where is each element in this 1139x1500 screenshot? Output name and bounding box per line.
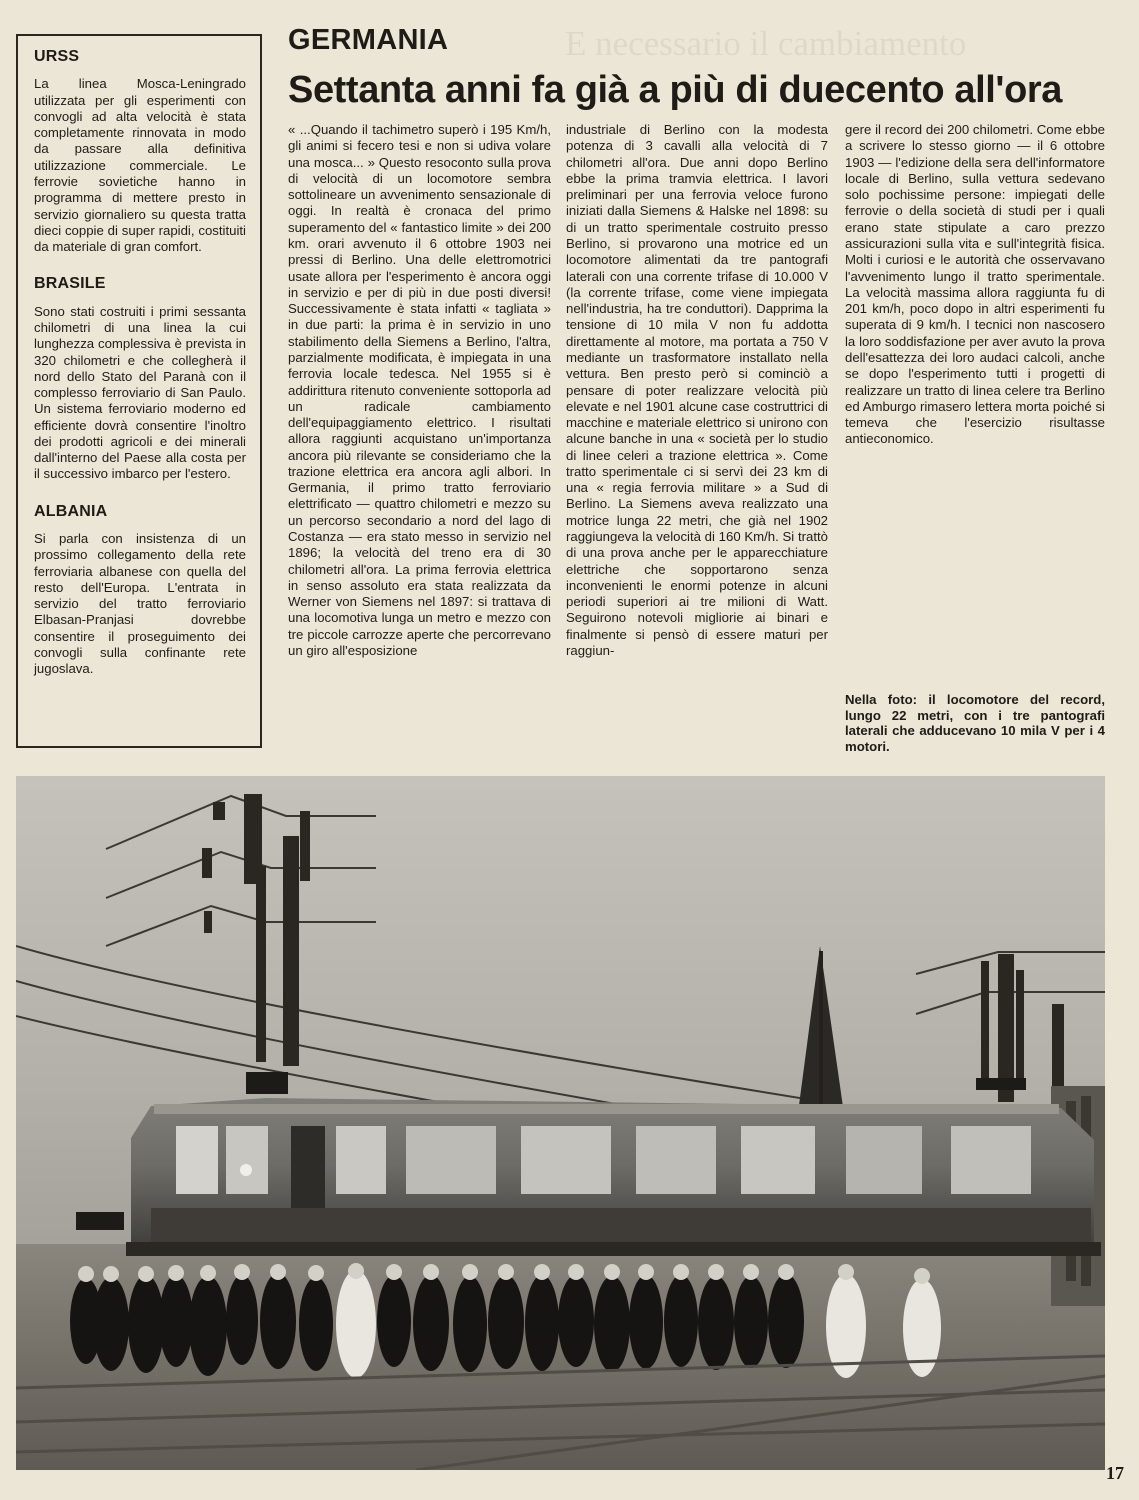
sidebar-section-brasile [34,275,246,482]
page-number: 17 [1106,1463,1124,1483]
sidebar-text-brasile: Sono stati costruiti i primi sessanta chilometri di una linea la cui lunghezza complessiva è prevista in 320 chilometri e che collegherà il nord dello Stato del Paranà con il complesso ferroviario di San Paulo. Un sistema ferroviario moderno ed efficiente dovrà consentire l'inoltro dei prodotti agricoli e dei minerali dall'interno del Paese alla costa per il successivo imbarco per l'estero. [34,303,246,482]
article-column-1-text: « ...Quando il tachimetro superò i 195 Km/h, gli animi si fecero tesi e non si udiva volare una mosca... » Questo resoconto sulla prova di velocità di un locomotore sembra sottolineare un avvenimento sensazionale di oggi. In realtà è cronaca del primo superamento del « fantastico limite » dei 200 km. orari avvenuto il 6 ottobre 1903 nei pressi di Berlino. Una delle elettromotrici usate allora per l'esperimento è ancora oggi in servizio e per di più in due posti diversi! Successivamente è stata infatti « tagliata » in due parti: la prima è in servizio in uno stabilimento della Siemens a Berlino, l'altra, parzialmente modificata, è impiegata in una ferrovia locale tedesca. Nel 1955 si è addirittura ritenuto conveniente sottoporla ad un radicale cambiamento dell'equipaggiamento elettrico. I risultati allora raggiunti acquistano un'importanza ancora più rilevante se consideriamo che la trazione elettrica era ancora agli albori. In Germania, il primo tratto ferroviario elettrificato — quattro chilometri e mezzo su un percorso secondario a nord del lago di Costanza — era stato messo in servizio nel 1896; la velocità del treno era di 30 chilometri all'ora. La prima ferrovia elettrica in senso assoluto era stata realizzata da Werner von Siemens nel 1897: si trattava di una locomotiva lunga un metro e mezzo con tre piccole carrozze aperte che percorrevano un giro all'esposizione [288,122,551,658]
article-column-3 [845,122,1105,448]
article-kicker: GERMANIA [288,24,449,56]
historic-train-photo-graphic [16,776,1105,1470]
article-column-2-text: industriale di Berlino con la modesta potenza di 3 cavalli alla velocità di 7 chilometri all'ora. Due anni dopo Berlino ebbe la prima tramvia elettrica. I lavori preliminari per una ferrovia veloce furono iniziati dalla Siemens & Halske nel 1898: su di un tratto sperimentale costruito presso Berlino, si provarono una motrice ed un locomotore alimentati da tre pantografi laterali con una corrente trifase di 10.000 V (la corrente trifase, come viene impiegata nell'industria, ha tre conduttori). Dapprima la tensione di 10 mila V non fu addotta direttamente al motore, ma portata a 750 V mediante un trasformatore installato nella vettura. Ben presto però si cominciò a pensare di poter realizzare velocità più elevate e nel 1901 alcune case costruttrici di macchine e materiale elettrico si unirono con alcune banche in una « società per lo studio di linee celeri a trazione elettrica ». Come tratto sperimentale ci si servì dei 23 km di una « regia ferrovia militare » a Sud di Berlino. La Siemens aveva realizzato una motrice lunga 22 metri, che già nel 1902 raggiungeva la velocità di 160 Km/h. Si trattò di una prova anche per le apparecchiature elettriche che sopportarono senza inconvenienti le enormi potenze in alcuni periodi superiori ai tre milioni di Watt. Seguirono notevoli migliorie ai binari e finalmente si pensò di essere maturi per raggiun- [566,122,828,658]
sidebar-heading-albania: ALBANIA [34,502,108,520]
article-headline: Settanta anni fa già a più di duecento all'ora [288,69,1062,111]
article-column-1 [288,122,551,659]
photo-caption: Nella foto: il locomotore del record, lungo 22 metri, con i tre pantografi laterali che adducevano 10 mila V per i 4 motori. [845,692,1105,754]
sidebar-section-albania [34,503,246,678]
bleed-through-heading: E necessario il cambiamento [565,24,967,63]
article-column-3-text: gere il record dei 200 chilometri. Come ebbe a scrivere lo stesso giorno — il 6 ottobre 1903 — l'edizione della sera dell'informatore locale di Berlino, sulla vettura sedevano solo pochissime persone: impiegati delle ferrovie o della società di studi per i quali erano state stipulate a caro prezzo assicurazioni sulla vita e sull'integrità fisica. Molti i curiosi e le autorità che osservavano l'avvenimento lungo il tratto sperimentale. La velocità massima allora raggiunta fu di 201 km/h, poco dopo in altri esperimenti fu superata di 9 km/h. I tecnici non nascosero la loro soddisfazione per aver avuto la prova dell'esattezza dei loro audaci calcoli, anche se dopo l'esperimento tutti i progetti di realizzare un tratto di linea celere tra Berlino ed Amburgo rimasero lettera morta poiché si temeva che l'esercizio risultasse antieconomico. [845,122,1105,447]
sidebar-news-box [16,34,262,748]
sidebar-section-urss [34,48,246,255]
article-column-2 [566,122,828,659]
historic-train-photo [16,776,1105,1470]
sidebar-heading-urss: URSS [34,48,80,65]
sidebar-heading-brasile: BRASILE [34,275,106,293]
sidebar-text-albania: Si parla con insistenza di un prossimo collegamento della rete ferroviaria albanese con quella del resto dell'Europa. L'entrata in servizio del tratto ferroviario Elbasan-Pranjasi dovrebbe consentire il proseguimento dei convogli sulla confinante rete jugoslava. [34,531,246,677]
sidebar-text-urss: La linea Mosca-Leningrado utilizzata per gli esperimenti con convogli ad alta velocità è stata completamente rinnovata in modo da passare alla definitiva utilizzazione commerciale. Le ferrovie sovietiche hanno in programma di mettere presto in servizio giornaliero su questa tratta dieci coppie di super rapidi, costituiti da materiale di gran comfort. [34,76,246,255]
